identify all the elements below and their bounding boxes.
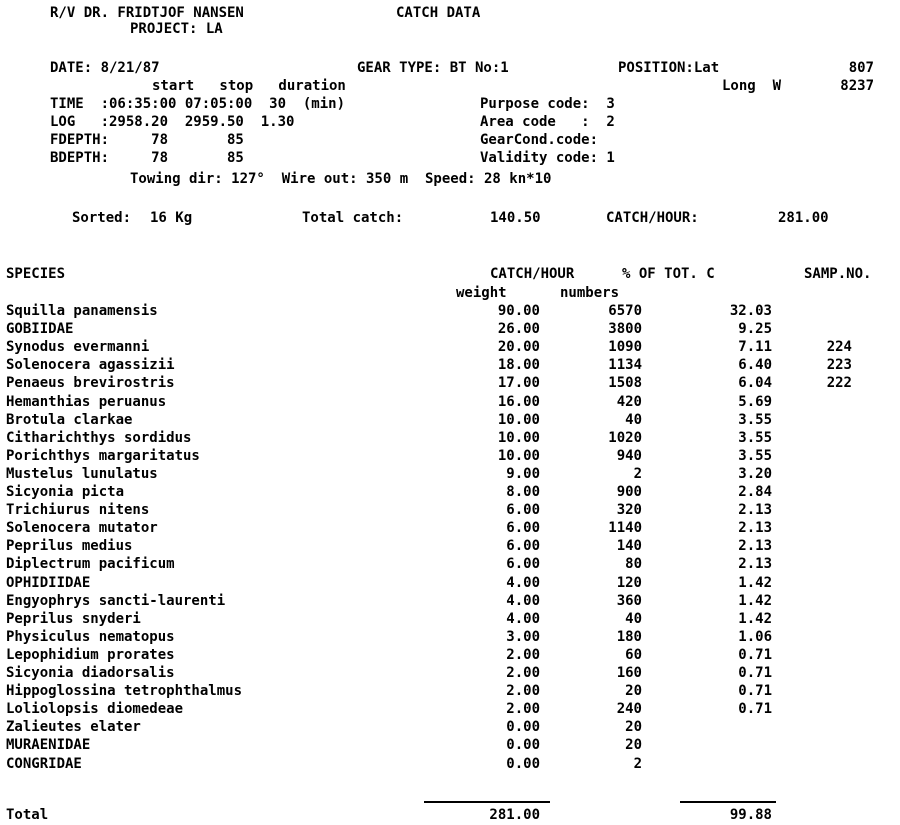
species-name: Porichthys margaritatus [6,447,200,464]
numbers-value: 940 [616,447,642,464]
percent-value: 0.71 [738,646,772,663]
species-name: Sicyonia diadorsalis [6,665,175,681]
percent-total-rule [680,801,776,803]
percent-value: 0.71 [738,701,772,718]
percent-value: 2.84 [738,484,772,500]
weight-value: 90.00 [497,303,540,319]
gear-condition-code: GearCond.code: [480,132,599,148]
percent-value: 7.11 [738,339,772,356]
species-name: Solenocera agassizii [6,357,175,374]
weight-value: 2.00 [506,646,540,663]
total-catch-label: Total catch: [302,210,404,226]
species-name: OPHIDIIDAE [6,574,91,591]
weight-value: 20.00 [497,339,540,356]
percent-value: 1.42 [738,592,772,609]
weight-value: 26.00 [497,321,540,338]
species-name: GOBIIDAE [6,321,74,338]
total-weight: 281.00 [489,807,540,823]
weight-value: 2.00 [506,665,540,681]
catch-per-hour-header: CATCH/HOUR [490,266,575,282]
times-column-header: start stop duration [152,78,346,94]
percent-value: 6.40 [738,357,772,374]
numbers-value: 1140 [608,520,642,537]
sample-number-value: 224 [826,339,852,356]
sample-number-header: SAMP.NO. [804,266,872,282]
percent-value: 0.71 [738,683,772,700]
percent-value: 1.42 [738,574,772,591]
species-name: Squilla panamensis [6,303,158,319]
percent-value: 3.55 [738,447,772,464]
numbers-value: 360 [616,592,642,609]
weight-value: 0.00 [506,737,540,754]
longitude-label: Long W [722,78,782,94]
percent-value: 1.42 [738,610,772,627]
weight-value: 9.00 [506,465,540,482]
weight-value: 4.00 [506,610,540,627]
validity-code: Validity code: 1 [480,150,615,166]
vessel-name: R/V DR. FRIDTJOF NANSEN [50,5,244,21]
position-label: POSITION:Lat [618,60,720,76]
numbers-value: 6570 [608,303,642,319]
percent-value: 3.20 [738,465,772,482]
numbers-value: 140 [616,538,642,555]
weight-value: 3.00 [506,628,540,645]
species-name: Diplectrum pacificum [6,556,175,573]
purpose-code: Purpose code: 3 [480,96,615,112]
numbers-value: 80 [625,556,642,573]
numbers-value: 320 [616,502,642,519]
numbers-value: 2 [633,755,642,772]
numbers-value: 1134 [608,357,642,374]
percent-value: 6.04 [738,375,772,392]
date-field: DATE: 8/21/87 [50,60,160,76]
percent-value: 2.13 [738,502,772,519]
species-name: Loliolopsis diomedeae [6,701,184,718]
species-name: Synodus evermanni [6,339,150,356]
species-name: MURAENIDAE [6,737,91,754]
weight-value: 4.00 [506,592,540,609]
weight-value: 8.00 [506,484,540,500]
percent-value: 2.13 [738,556,772,573]
numbers-value: 20 [625,719,642,736]
percent-value: 32.03 [729,303,772,319]
weight-value: 4.00 [506,574,540,591]
percent-value: 3.55 [738,429,772,446]
numbers-value: 20 [625,737,642,754]
species-name: Peprilus snyderi [6,610,141,627]
numbers-value: 420 [616,393,642,410]
weight-value: 0.00 [506,755,540,772]
numbers-value: 180 [616,628,642,645]
numbers-value: 40 [625,411,642,428]
bdepth-row: BDEPTH: 78 85 [50,150,244,166]
percent-value: 0.71 [738,665,772,681]
species-name: Penaeus brevirostris [6,375,175,392]
catch-per-hour-value: 281.00 [778,210,829,226]
weight-value: 10.00 [497,411,540,428]
species-name: Sicyonia picta [6,484,125,500]
numbers-value: 40 [625,610,642,627]
weight-value: 16.00 [497,393,540,410]
latitude-value: 807 [848,60,874,76]
numbers-value: 3800 [608,321,642,338]
species-column-header: SPECIES [6,266,66,282]
percent-value: 3.55 [738,411,772,428]
species-name: Citharichthys sordidus [6,429,192,446]
species-name: Trichiurus nitens [6,502,150,519]
numbers-value: 120 [616,574,642,591]
species-name: Solenocera mutator [6,520,158,537]
total-label: Total [6,807,49,823]
weight-value: 10.00 [497,447,540,464]
percent-total-header: % OF TOT. C [622,266,715,282]
gear-type-field: GEAR TYPE: BT No:1 [357,60,509,76]
weight-total-rule [424,801,550,803]
longitude-value: 8237 [840,78,874,94]
towing-info: Towing dir: 127° Wire out: 350 m Speed: 28 kn*10 [130,171,552,187]
sorted-label: Sorted: [72,210,132,226]
weight-value: 6.00 [506,556,540,573]
weight-value: 6.00 [506,520,540,537]
species-name: Hemanthias peruanus [6,393,167,410]
weight-value: 18.00 [497,357,540,374]
weight-value: 6.00 [506,538,540,555]
weight-value: 2.00 [506,683,540,700]
weight-value: 2.00 [506,701,540,718]
species-name: Mustelus lunulatus [6,465,158,482]
area-code: Area code : 2 [480,114,615,130]
percent-value: 9.25 [738,321,772,338]
catch-per-hour-label: CATCH/HOUR: [606,210,699,226]
species-name: Zalieutes elater [6,719,141,736]
species-name: Brotula clarkae [6,411,133,428]
numbers-value: 160 [616,665,642,681]
species-name: Lepophidium prorates [6,646,175,663]
numbers-value: 1508 [608,375,642,392]
total-percent: 99.88 [729,807,772,823]
sample-number-value: 223 [826,357,852,374]
weight-value: 17.00 [497,375,540,392]
total-catch-value: 140.50 [490,210,541,226]
weight-value: 0.00 [506,719,540,736]
species-name: Hippoglossina tetrophthalmus [6,683,243,700]
numbers-value: 1090 [608,339,642,356]
percent-value: 1.06 [738,628,772,645]
numbers-value: 240 [616,701,642,718]
weight-value: 10.00 [497,429,540,446]
numbers-value: 2 [633,465,642,482]
document-title: CATCH DATA [396,5,481,21]
time-row: TIME :06:35:00 07:05:00 30 (min) [50,96,346,112]
percent-value: 2.13 [738,520,772,537]
log-row: LOG :2958.20 2959.50 1.30 [50,114,295,130]
numbers-subheader: numbers [560,285,620,301]
weight-subheader: weight [456,285,507,301]
sorted-value: 16 Kg [150,210,193,226]
fdepth-row: FDEPTH: 78 85 [50,132,244,148]
numbers-value: 60 [625,646,642,663]
numbers-value: 1020 [608,429,642,446]
project-label: PROJECT: LA [130,21,223,37]
species-name: Physiculus nematopus [6,628,175,645]
species-name: CONGRIDAE [6,755,82,772]
weight-value: 6.00 [506,502,540,519]
sample-number-value: 222 [826,375,852,392]
percent-value: 5.69 [738,393,772,410]
percent-value: 2.13 [738,538,772,555]
species-name: Engyophrys sancti-laurenti [6,592,226,609]
numbers-value: 900 [616,484,642,500]
species-name: Peprilus medius [6,538,133,555]
numbers-value: 20 [625,683,642,700]
